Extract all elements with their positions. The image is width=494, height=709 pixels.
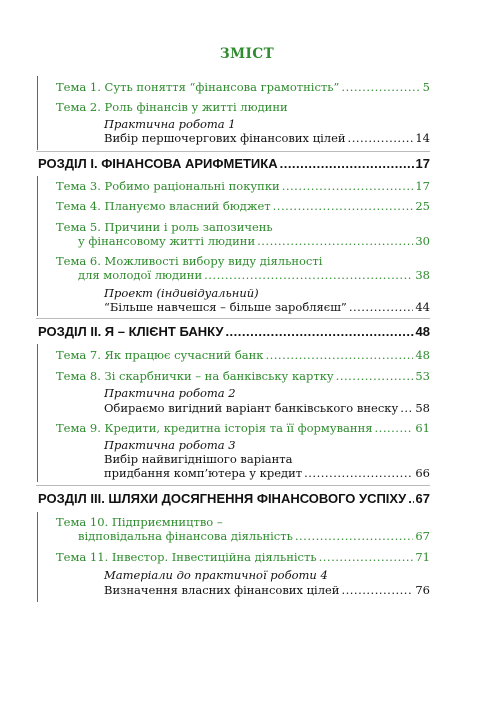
toc-entry[interactable] [56,348,430,362]
section-page: 17 [415,156,430,171]
section-label: РОЗДІЛ ІІІ. ШЛЯХИ ДОСЯГНЕННЯ ФІНАНСОВОГО УСПІХУ [38,491,407,506]
section-heading[interactable] [38,492,430,506]
entry-page: 71 [415,550,430,564]
group-bar [37,512,38,602]
toc-entry[interactable] [104,300,430,314]
toc-entry[interactable] [56,80,430,94]
entry-page: 17 [415,179,430,193]
entry-label: Вибір першочергових фінансових цілей [104,131,346,145]
entry-label: Тема 5. Причини і роль запозичень [56,220,273,234]
toc-entry[interactable] [104,401,430,415]
entry-page: 58 [415,401,430,415]
entry-label: Матеріали до практичної роботи 4 [104,568,328,582]
entry-page: 48 [415,348,430,362]
toc-entry[interactable] [56,550,430,564]
entry-page: 67 [415,529,430,543]
entry-label: Тема 11. Інвестор. Інвестиційна діяльність [56,550,317,564]
entry-label: Тема 9. Кредити, кредитна історія та її формування [56,421,373,435]
entry-label: Практична робота 1 [104,117,236,131]
entry-label: Тема 6. Можливості вибору виду діяльності [56,254,323,268]
entry-label: Тема 2. Роль фінансів у житті людини [56,100,288,114]
entry-label: Тема 1. Суть поняття “фінансова грамотність” [56,80,340,94]
practical-title [104,568,430,582]
entry-label: Тема 3. Робимо раціональні покупки [56,179,280,193]
section-label: РОЗДІЛ ІІ. Я – КЛІЄНТ БАНКУ [38,324,224,339]
entry-label: Тема 7. Як працює сучасний банк [56,348,264,362]
practical-title [104,117,430,131]
toc-title: ЗМІСТ [219,46,275,62]
entry-page: 14 [415,131,430,145]
entry-label: Тема 10. Підприємництво – [56,515,223,529]
section-page: 67 [415,491,430,506]
toc-entry[interactable] [78,529,430,543]
toc-entry[interactable] [56,179,430,193]
entry-label: у фінансовому житті людини [78,234,256,248]
project-title [104,286,430,300]
toc-entry[interactable] [78,268,430,282]
practical-title [104,438,430,452]
toc-entry[interactable] [56,369,430,383]
entry-label: Практична робота 3 [104,438,236,452]
section-heading[interactable] [38,157,430,171]
entry-page: 66 [415,466,430,480]
entry-label: Вибір найвигіднішого варіанта [104,452,293,466]
entry-label: Проект (індивідуальний) [104,286,259,300]
divider [36,318,430,319]
entry-label: придбання комп’ютера у кредит [104,466,303,480]
entry-page: 5 [422,80,430,94]
toc-entry-line1[interactable] [56,515,430,529]
toc-entry[interactable] [56,100,430,114]
toc-entry[interactable] [104,131,430,145]
section-label: РОЗДІЛ І. ФІНАНСОВА АРИФМЕТИКА [38,156,278,171]
toc-entry[interactable] [104,583,430,597]
toc-entry[interactable] [104,466,430,480]
entry-label: Тема 4. Плануємо власний бюджет [56,199,271,213]
toc-entry[interactable] [56,199,430,213]
toc-entry[interactable] [56,421,430,435]
entry-page: 30 [415,234,430,248]
entry-label: Тема 8. Зі скарбнички – на банківську картку [56,369,334,383]
entry-label: відповідальна фінансова діяльність [78,529,293,543]
entry-label: для молодої людини [78,268,203,282]
entry-page: 44 [415,300,430,314]
entry-label: Практична робота 2 [104,386,236,400]
divider [36,151,430,152]
section-page: 48 [415,324,430,339]
entry-label: Визначення власних фінансових цілей [104,583,340,597]
group-bar [37,344,38,482]
divider [36,485,430,486]
entry-label: “Більше навчешся – більше заробляєш” [104,300,347,314]
entry-page: 76 [415,583,430,597]
group-bar [37,176,38,316]
toc-entry-line1[interactable] [56,254,430,268]
practical-title [104,386,430,400]
group-bar [37,76,38,150]
toc-entry-line1[interactable] [56,220,430,234]
entry-page: 61 [415,421,430,435]
entry-page: 53 [415,369,430,383]
entry-label: Обираємо вигідний варіант банківського внеску [104,401,399,415]
toc-entry[interactable] [78,234,430,248]
entry-page: 25 [415,199,430,213]
section-heading[interactable] [38,325,430,339]
toc-entry-line1[interactable] [104,452,430,466]
entry-page: 38 [415,268,430,282]
